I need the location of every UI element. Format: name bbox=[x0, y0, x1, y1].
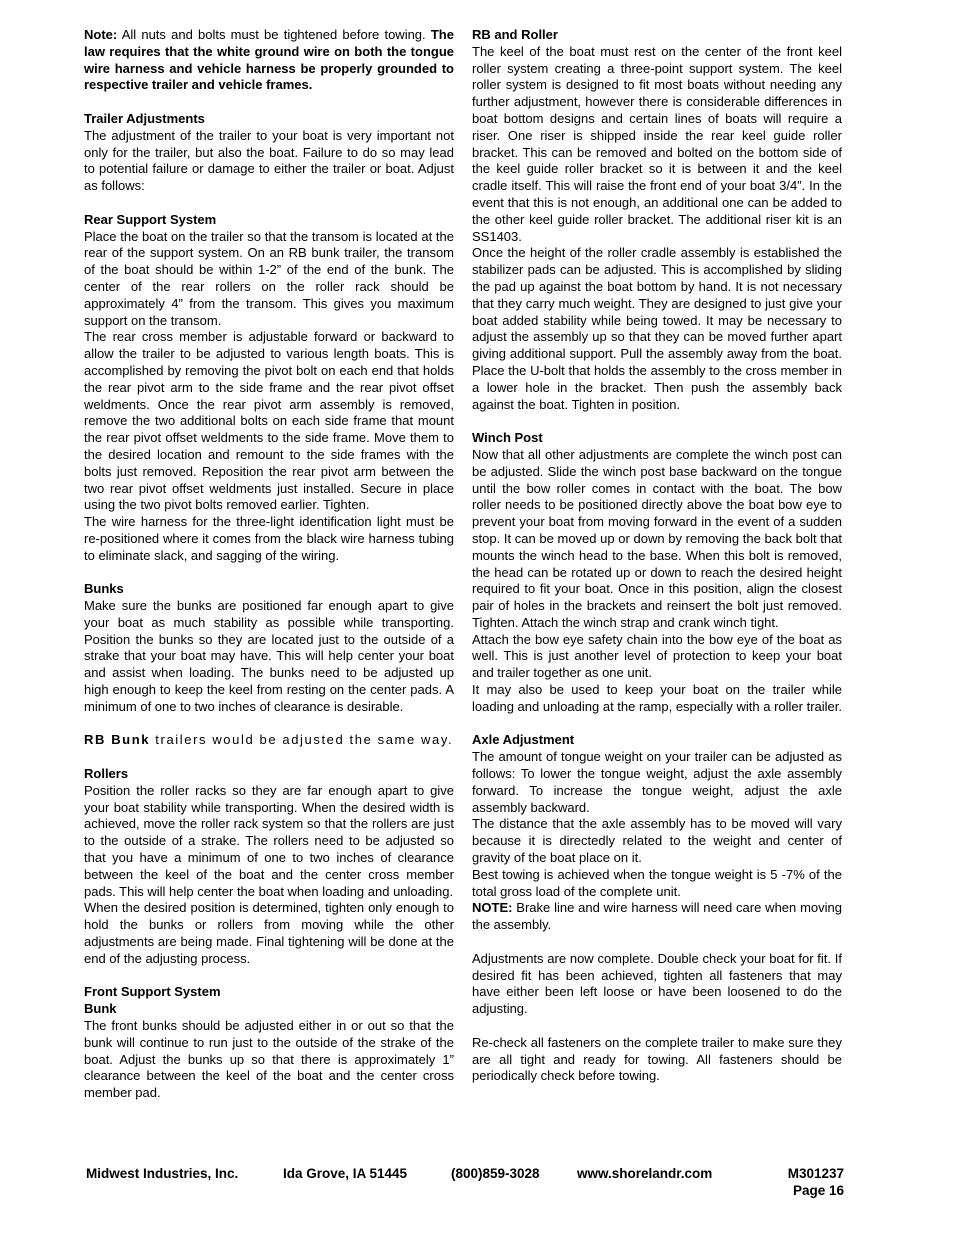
axle-paragraph: Best towing is achieved when the tongue weight is 5 -7% of the total gross load of the complete unit. bbox=[472, 866, 842, 899]
winch-post-paragraph: Attach the bow eye safety chain into the bow eye of the boat as well. This is just another level of protection to keep your boat and trailer together as one unit. bbox=[472, 631, 842, 681]
bunks-text: Make sure the bunks are positioned far enough apart to give your boat as much stability as possible while transporting. Position the bunks so they are located just to the outside of a strake that your boat may have. This will help center your boat and assist when loading. The bunks need to be adjusted up high enough to keep the keel from resting on the center pads. A minimum of one to two inches of clearance is desirable. bbox=[84, 598, 454, 714]
front-support-heading: Front Support System bbox=[84, 984, 221, 1000]
rollers-heading: Rollers bbox=[84, 766, 129, 782]
rb-bunk-label: RB Bunk bbox=[84, 732, 151, 748]
axle-note-text: Brake line and wire harness will need care when moving the assembly. bbox=[472, 900, 842, 933]
footer-page-number: Page 16 bbox=[792, 1183, 844, 1198]
axle-note-label: NOTE: bbox=[472, 900, 513, 916]
recheck-fasteners-text: Re-check all fasteners on the complete trailer to make sure they are all tight and ready for towing. All fasteners should be periodically check before towing. bbox=[472, 1034, 842, 1084]
note-text: All nuts and bolts must be tightened before towing. bbox=[117, 27, 426, 42]
winch-post-paragraph: Now that all other adjustments are complete the winch post can be adjusted. Slide the winch post base backward on the tongue until the bow roller comes in contact with the boat. The bow roller needs to be positioned directly above the boat bow eye to prevent your boat from moving forward in the event of a sudden stop. It can be moved up or down by removing the back bolt that mounts the winch head to the base. When this bolt is removed, the head can be rotated up or down to reach the desired height required to fit your boat. Once in this position, align the closest pair of holes in the brackets and reinsert the bolt just removed. Tighten. Attach the winch strap and crank winch tight. bbox=[472, 446, 842, 630]
right-column bbox=[472, 27, 842, 1085]
axle-note-paragraph bbox=[472, 900, 842, 934]
note-paragraph bbox=[84, 27, 454, 94]
rb-bunk-paragraph bbox=[84, 732, 454, 749]
note-bold-warning: The law requires that the white ground wire on both the tongue wire harness and vehicle harness be properly grounded to respective trailer and vehicle frames. bbox=[84, 27, 454, 93]
axle-paragraph: The distance that the axle assembly has to be moved will vary because it is directedly related to the weight and center of gravity of the boat place on it. bbox=[472, 816, 842, 866]
adjustments-complete-text: Adjustments are now complete. Double check your boat for fit. If desired fit has been achieved, tighten all fasteners that may have either been left loose or have been loosened to do the adjusting. bbox=[472, 950, 842, 1017]
front-bunk-text: The front bunks should be adjusted either in or out so that the bunk will continue to run just to the outside of the strake of the boat. Adjust the bunks up so that there is approximately 1” clearance between the keel of the boat and the center cross member pad. bbox=[84, 1018, 454, 1101]
bunks-heading: Bunks bbox=[84, 581, 124, 597]
rear-support-paragraph: Place the boat on the trailer so that the transom is located at the rear of the support system. On an RB bunk trailer, the transom of the boat should be within 1-2” of the end of the bunk. The center of the rear rollers on the roller rack should be approximately 4” from the transom. This gives you maximum support on the transom. bbox=[84, 228, 454, 328]
footer-phone: (800)859-3028 bbox=[451, 1166, 540, 1181]
winch-post-paragraph: It may also be used to keep your boat on the trailer while loading and unloading at the ramp, especially with a roller trailer. bbox=[472, 682, 842, 714]
rollers-paragraph: Position the roller racks so they are far enough apart to give your boat stability while transporting. When the desired width is achieved, move the roller rack system so that the rollers are just to the outside of a strake. The rollers need to be adjusted so that you have a minimum of one to two inches of clearance between the keel of the boat and the center cross member pads. This will help center the boat when loading and unloading. bbox=[84, 782, 454, 899]
trailer-adjustments-text: The adjustment of the trailer to your boat is very important not only for the trailer, but also the boat. Failure to do so may lead to potential failure or damage to either the trailer or boat. Adjust as follows: bbox=[84, 127, 454, 194]
rear-support-paragraph: The wire harness for the three-light identification light must be re-positioned where it comes from the black wire harness tubing to eliminate slack, and sagging of the wiring. bbox=[84, 514, 454, 563]
footer-location: Ida Grove, IA 51445 bbox=[283, 1166, 408, 1181]
footer-website: www.shorelandr.com bbox=[577, 1166, 713, 1181]
footer-doc-number: M301237 bbox=[787, 1166, 844, 1181]
rb-bunk-text: trailers would be adjusted the same way. bbox=[150, 732, 454, 748]
rear-support-heading: Rear Support System bbox=[84, 211, 217, 227]
winch-post-heading: Winch Post bbox=[472, 430, 543, 446]
left-column bbox=[84, 27, 454, 1102]
axle-adjustment-heading: Axle Adjustment bbox=[472, 732, 575, 748]
rb-roller-paragraph: Once the height of the roller cradle assembly is established the stabilizer pads can be adjusted. This is accomplished by sliding the pad up against the boat bottom by hand. It is not necessary that they carry much weight. They are designed to just give your boat added stability while being towed. It may be necessary to adjust the assembly up so that they can be moved further apart giving additional support. Pull the assembly away from the boat. Place the U-bolt that holds the assembly to the cross member in a lower hole in the bracket. Then push the assembly back against the boat. Tighten in position. bbox=[472, 245, 842, 412]
bunk-subheading: Bunk bbox=[84, 1001, 117, 1017]
rollers-paragraph: When the desired position is determined, tighten only enough to hold the bunks or rollers from moving while the other adjustments are being made. Final tightening will be done at the end of the adjusting process. bbox=[84, 900, 454, 966]
note-label: Note: bbox=[84, 27, 118, 42]
rb-roller-heading: RB and Roller bbox=[472, 27, 558, 42]
rb-roller-paragraph: The keel of the boat must rest on the center of the front keel roller system creating a three-point support system. The keel roller system is designed to fit most boats without needing any further adjustment, however there is considerable differences in boat bottom designs and certain lines of boats will require a riser. One riser is shipped inside the rear keel guide roller bracket. This can be removed and bolted on the bottom side of the keel guide roller bracket so it is between it and the keel cradle itself. This will raise the front end of your boat 3/4”. In the event that this is not enough, an additional one can be added to the other keel guide roller bracket. The additional riser kit is an SS1403. bbox=[472, 43, 842, 244]
footer-company: Midwest Industries, Inc. bbox=[86, 1166, 239, 1181]
axle-paragraph: The amount of tongue weight on your trailer can be adjusted as follows: To lower the tongue weight, adjust the axle assembly forward. To increase the tongue weight, adjust the axle assembly backward. bbox=[472, 749, 842, 815]
trailer-adjustments-heading: Trailer Adjustments bbox=[84, 110, 205, 126]
rear-support-paragraph: The rear cross member is adjustable forward or backward to allow the trailer to be adjusted to various length boats. This is accomplished by removing the pivot bolt on each end that holds the rear pivot arm to the side frame and the rear pivot offset weldments. Once the rear pivot arm assembly is removed, remove the two additional bolts on each side frame that mount the rear pivot offset weldments to the side frame. Move them to the desired location and remount to the side frames with the bolts just removed. Reposition the rear pivot arm between the two rear pivot offset weldments just installed. Secure in place using the two pivot bolts removed earlier. Tighten. bbox=[84, 329, 454, 513]
